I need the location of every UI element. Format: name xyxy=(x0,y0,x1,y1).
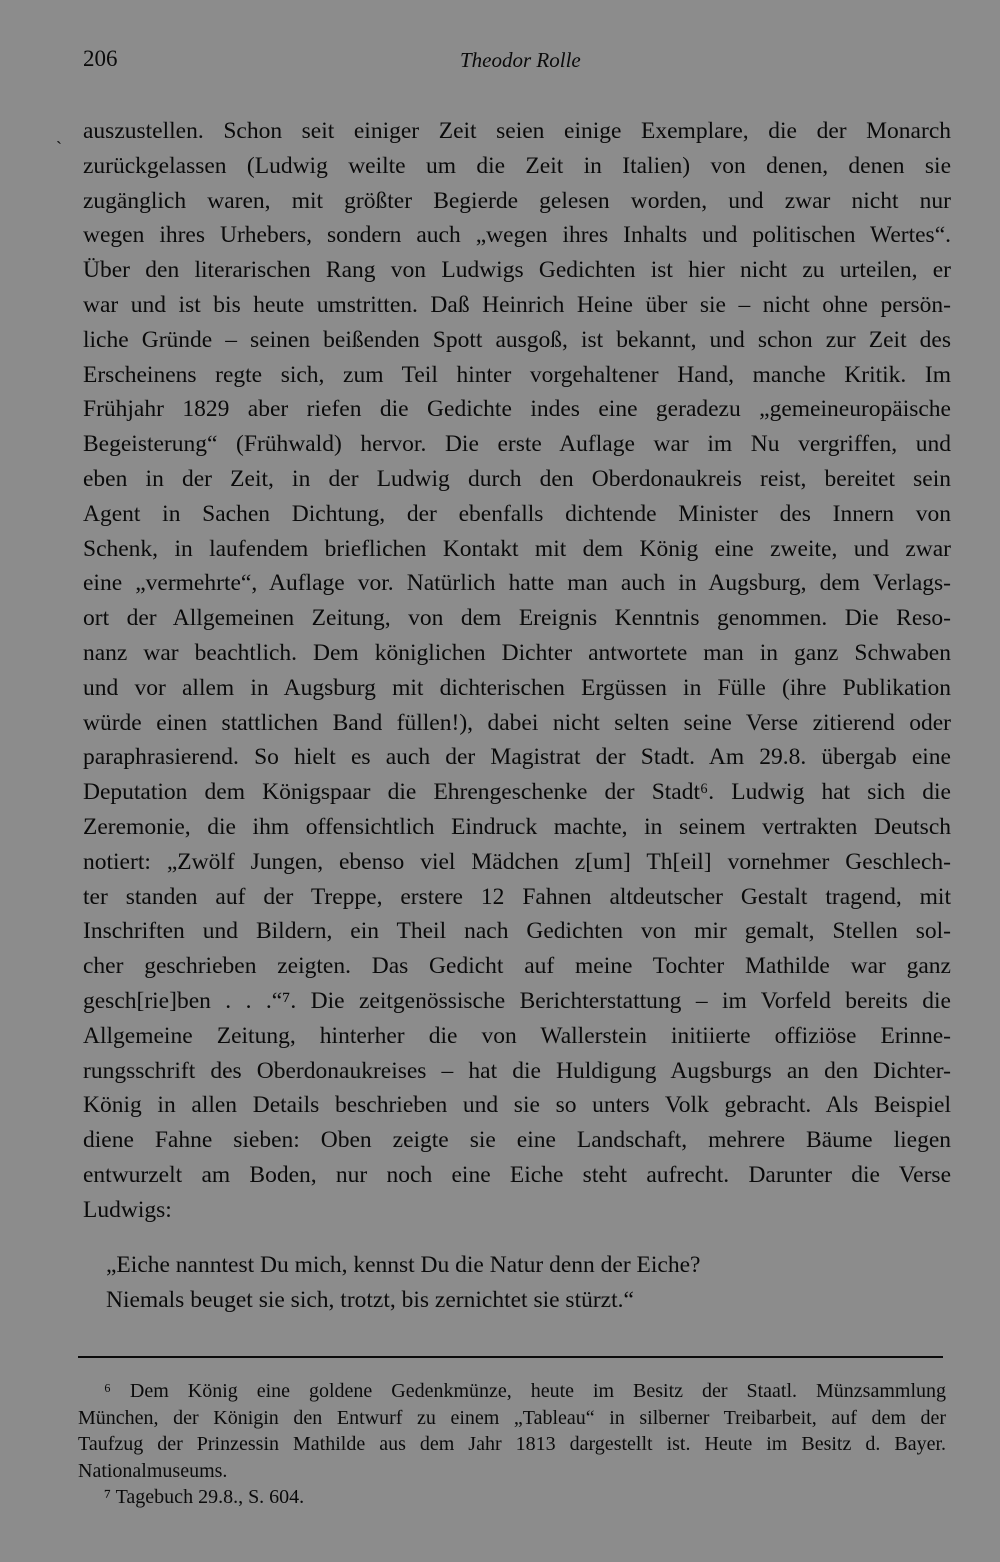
body-line: Zeremonie, die ihm offensichtlich Eindruck machte, in seinem vertrakten Deutsch xyxy=(83,813,951,840)
body-line: Agent in Sachen Dichtung, der ebenfalls dichtende Minister des Innern von xyxy=(83,500,951,527)
body-line: ort der Allgemeinen Zeitung, von dem Ereignis Kenntnis genommen. Die Reso- xyxy=(83,605,951,632)
body-line: eben in der Zeit, in der Ludwig durch den Oberdonaukreis reist, bereitet sein xyxy=(83,465,951,492)
footnote-line: Nationalmuseums. xyxy=(78,1459,228,1482)
footnote-divider xyxy=(78,1356,943,1358)
margin-mark: ˎ xyxy=(56,124,62,144)
running-title: Theodor Rolle xyxy=(460,48,581,72)
body-line: und vor allem in Augsburg mit dichterischen Ergüssen in Fülle (ihre Publikation xyxy=(83,674,951,701)
body-line: liche Gründe – seinen beißenden Spott ausgoß, ist bekannt, und schon zur Zeit des xyxy=(83,326,951,353)
body-line: diene Fahne sieben: Oben zeigte sie eine Landschaft, mehrere Bäume liegen xyxy=(83,1127,951,1154)
body-line: Ludwigs: xyxy=(83,1196,172,1223)
body-line: würde einen stattlichen Band füllen!), dabei nicht selten seine Verse zitierend oder xyxy=(83,709,951,736)
body-line: Deputation dem Königspaar die Ehrengeschenke der Stadt⁶. Ludwig hat sich die xyxy=(83,779,951,806)
body-line: Frühjahr 1829 aber riefen die Gedichte indes eine geradezu „gemeineuropäische xyxy=(83,396,951,423)
body-line: Schenk, in laufendem brieflichen Kontakt mit dem König eine zweite, und zwar xyxy=(83,535,951,562)
body-line: entwurzelt am Boden, nur noch eine Eiche steht aufrecht. Darunter die Verse xyxy=(83,1161,951,1188)
body-line: Erscheinens regte sich, zum Teil hinter vorgehaltener Hand, manche Kritik. Im xyxy=(83,361,951,388)
body-line: nanz war beachtlich. Dem königlichen Dichter antwortete man in ganz Schwaben xyxy=(83,639,951,666)
body-line: Über den literarischen Rang von Ludwigs Gedichten ist hier nicht zu urteilen, er xyxy=(83,257,951,284)
body-line: wegen ihres Urhebers, sondern auch „wegen ihres Inhalts und politischen Wertes“. xyxy=(83,222,951,249)
body-line: König in allen Details beschrieben und sie so unters Volk gebracht. Als Beispiel xyxy=(83,1092,951,1119)
body-text xyxy=(83,114,951,1228)
body-line: Inschriften und Bildern, ein Theil nach Gedichten von mir gemalt, Stellen sol- xyxy=(83,918,951,945)
verse-line: Niemals beuget sie sich, trotzt, bis zernichtet sie stürzt.“ xyxy=(106,1287,634,1313)
body-line: auszustellen. Schon seit einiger Zeit seien einige Exemplare, die der Monarch xyxy=(83,118,951,144)
body-line: war und ist bis heute umstritten. Daß Heinrich Heine über sie – nicht ohne persön- xyxy=(83,291,951,318)
body-line: gesch[rie]ben . . .“⁷. Die zeitgenössische Berichterstattung – im Vorfeld bereits die xyxy=(83,987,951,1014)
footnotes xyxy=(78,1378,946,1511)
footnote-line: ⁷ Tagebuch 29.8., S. 604. xyxy=(104,1486,305,1508)
footnote-line: Taufzug der Prinzessin Mathilde aus dem Jahr 1813 dargestellt ist. Heute im Besitz d. Bayer. xyxy=(78,1433,946,1455)
body-line: notiert: „Zwölf Jungen, ebenso viel Mädchen z[um] Th[eil] vornehmer Geschlech- xyxy=(83,848,951,875)
body-line: Begeisterung“ (Frühwald) hervor. Die erste Auflage war im Nu vergriffen, und xyxy=(83,431,951,458)
body-line: rungsschrift des Oberdonaukreises – hat die Huldigung Augsburgs an den Dichter- xyxy=(83,1057,951,1084)
body-line: eine „vermehrte“, Auflage vor. Natürlich hatte man auch in Augsburg, dem Verlags- xyxy=(83,570,951,597)
body-line: zugänglich waren, mit größter Begierde gelesen worden, und zwar nicht nur xyxy=(83,187,951,214)
footnote-line: ⁶ Dem König eine goldene Gedenkmünze, heute im Besitz der Staatl. Münzsammlung xyxy=(104,1380,946,1402)
page-number: 206 xyxy=(83,46,118,71)
body-line: ter standen auf der Treppe, erstere 12 Fahnen altdeutscher Gestalt tragend, mit xyxy=(83,883,951,910)
body-line: cher geschrieben zeigten. Das Gedicht auf meine Tochter Mathilde war ganz xyxy=(83,953,951,980)
verse-line: „Eiche nanntest Du mich, kennst Du die Natur denn der Eiche? xyxy=(106,1252,701,1278)
body-line: Allgemeine Zeitung, hinterher die von Wallerstein initiierte offiziöse Erinne- xyxy=(83,1022,951,1049)
body-line: zurückgelassen (Ludwig weilte um die Zeit in Italien) von denen, denen sie xyxy=(83,152,951,179)
body-line: paraphrasierend. So hielt es auch der Magistrat der Stadt. Am 29.8. übergab eine xyxy=(83,744,951,771)
page-header xyxy=(83,46,943,78)
footnote-line: München, der Königin den Entwurf zu einem „Tableau“ in silberner Treibarbeit, auf dem der xyxy=(78,1406,946,1429)
verse-quote xyxy=(106,1248,906,1318)
